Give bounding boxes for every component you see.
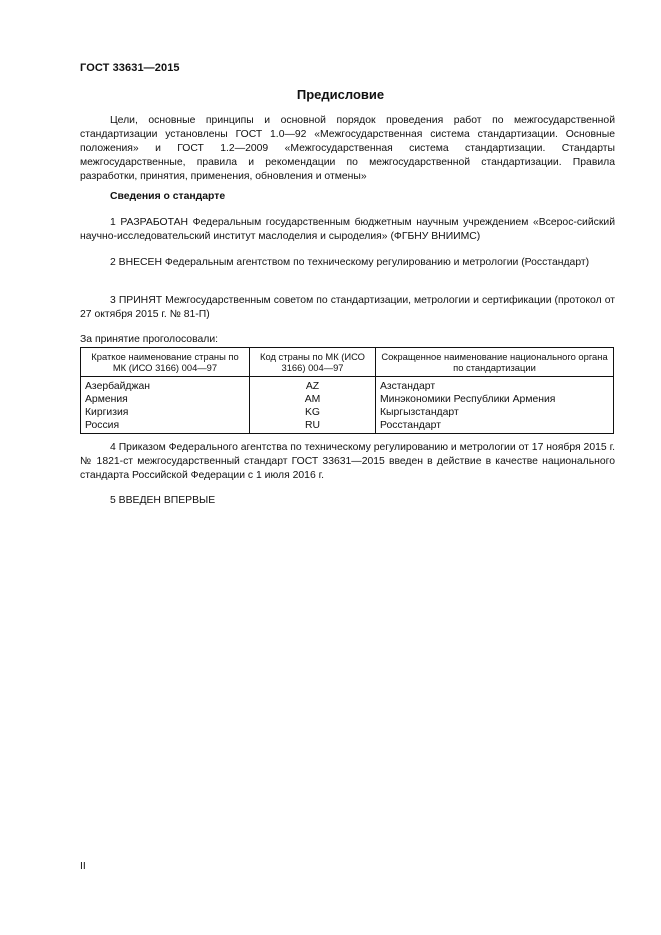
agency-cell: Азстандарт	[376, 377, 614, 394]
item-submitted: 2 ВНЕСЕН Федеральным агентством по техническому регулированию и метрологии (Росстандарт)	[110, 257, 590, 268]
page-number: II	[80, 861, 86, 872]
item-first-introduced: 5 ВВЕДЕН ВПЕРВЫЕ	[110, 495, 216, 506]
code-cell: RU	[250, 419, 376, 434]
column-header-code: Код страны по МК (ИСО 3166) 004—97	[250, 348, 376, 377]
country-cell: Россия	[81, 419, 250, 434]
country-cell: Киргизия	[81, 406, 250, 419]
column-header-country: Краткое наименование страны по МК (ИСО 3166) 004—97	[81, 348, 250, 377]
column-header-agency: Сокращенное наименование национального органа по стандартизации	[376, 348, 614, 377]
votes-caption: За принятие проголосовали:	[80, 334, 219, 345]
votes-table	[80, 347, 614, 434]
agency-cell: Минэкономики Республики Армения	[376, 393, 614, 406]
agency-cell: Росстандарт	[376, 419, 614, 434]
table-row	[81, 419, 614, 434]
section-heading: Сведения о стандарте	[110, 191, 226, 202]
item-developed: 1 РАЗРАБОТАН Федеральным государственным бюджетным научным учреждением «Всерос-сийский научно-исследовательский институт маслоделия и сыроделия» (ФГБНУ ВНИИМС)	[80, 217, 615, 242]
table-row	[81, 377, 614, 394]
item-adopted: 3 ПРИНЯТ Межгосударственным советом по стандартизации, метрологии и сертификации (протокол от 27 октября 2015 г. № 81-П)	[80, 295, 615, 320]
code-cell: KG	[250, 406, 376, 419]
agency-cell: Кыргызстандарт	[376, 406, 614, 419]
page-title: Предисловие	[296, 87, 385, 102]
table-row	[81, 393, 614, 406]
country-cell: Армения	[81, 393, 250, 406]
intro-paragraph: Цели, основные принципы и основной порядок проведения работ по межгосударственной стандартизации установлены ГОСТ 1.0—92 «Межгосударственная система стандартизации. Основные положения» и ГОСТ 1.2—2009 «Межгосударственная система стандартизации. Стандарты межгосударственные, правила и рекомендации по межгосударственной стандартизации. Правила разработки, принятия, применения, обновления и отмены»	[80, 115, 615, 182]
votes-header-row	[81, 348, 614, 377]
code-cell: AZ	[250, 377, 376, 394]
document-code: ГОСТ 33631—2015	[80, 62, 180, 74]
code-cell: AM	[250, 393, 376, 406]
country-cell: Азербайджан	[81, 377, 250, 394]
item-order: 4 Приказом Федерального агентства по техническому регулированию и метрологии от 17 ноября 2015 г. № 1821-ст межгосударственный стандарт ГОСТ 33631—2015 введен в действие в качестве национального стандарта Российской Федерации с 1 июля 2016 г.	[80, 442, 615, 481]
table-row	[81, 406, 614, 419]
